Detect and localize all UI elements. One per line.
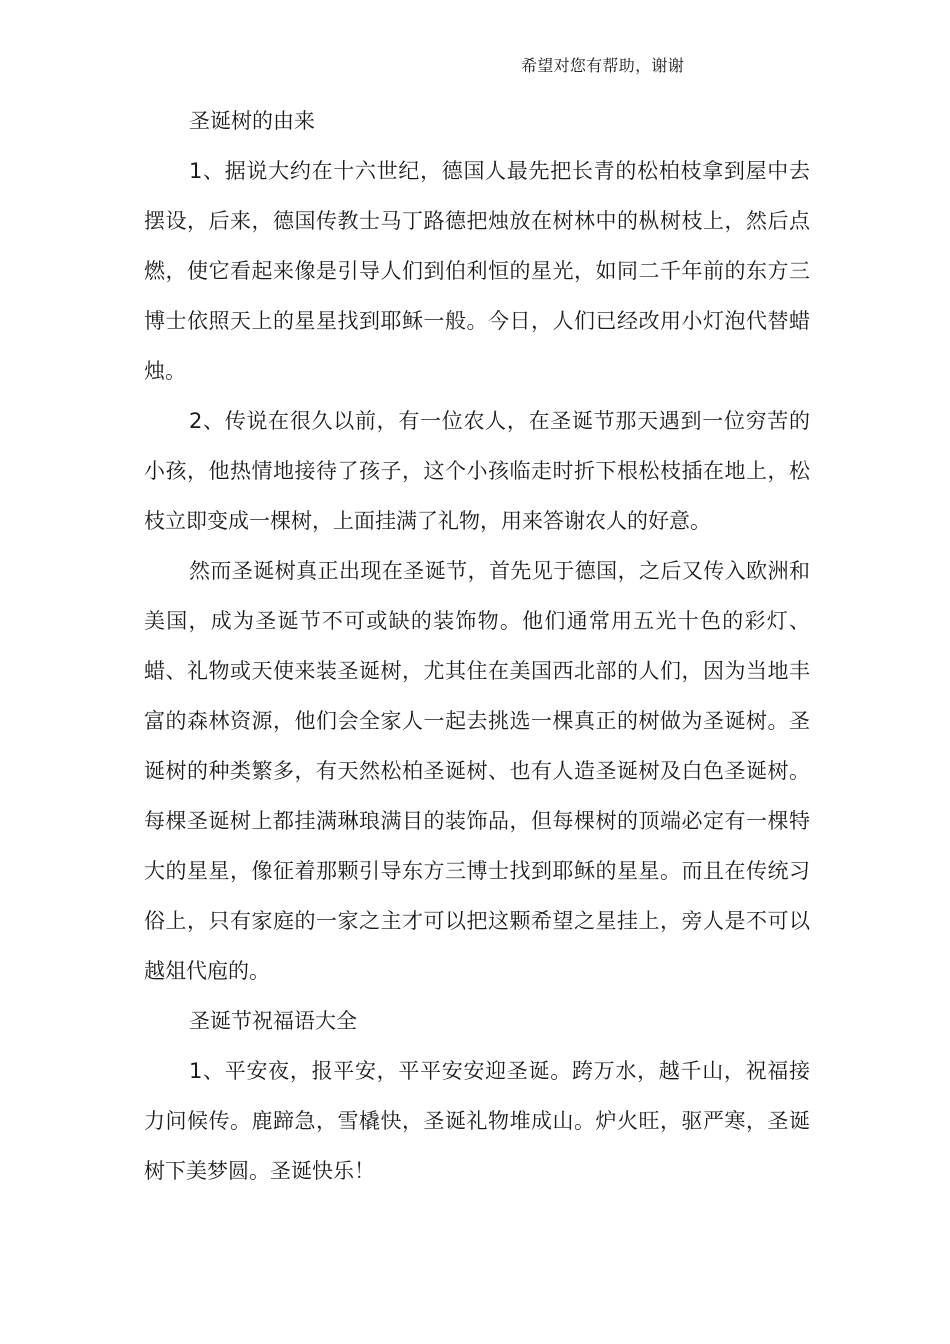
section-title-origin: 圣诞树的由来 [189, 109, 315, 133]
paragraph-origin-2: 2、传说在很久以前，有一位农人，在圣诞节那天遇到一位穷苦的小孩，他热情地接待了孩子，这个小孩临走时折下根松枝插在地上，松枝立即变成一棵树，上面挂满了礼物，用来答谢农人的好意。 [144, 409, 810, 533]
paragraph-greeting-1: 1、平安夜，报平安，平平安安迎圣诞。跨万水，越千山，祝福接力问候传。鹿蹄急，雪橇快，圣诞礼物堆成山。炉火旺，驱严寒，圣诞树下美梦圆。圣诞快乐！ [144, 1059, 810, 1183]
section-title-greetings: 圣诞节祝福语大全 [189, 1009, 357, 1033]
paragraph-origin-3: 然而圣诞树真正出现在圣诞节，首先见于德国，之后又传入欧洲和美国，成为圣诞节不可或缺的装饰物。他们通常用五光十色的彩灯、蜡、礼物或天使来装圣诞树，尤其住在美国西北部的人们，因为当地丰富的森林资源，他们会全家人一起去挑选一棵真正的树做为圣诞树。圣诞树的种类繁多，有天然松柏圣诞树、也有人造圣诞树及白色圣诞树。每棵圣诞树上都挂满琳琅满目的装饰品，但每棵树的顶端必定有一棵特大的星星，像征着那颗引导东方三博士找到耶稣的星星。而且在传统习俗上，只有家庭的一家之主才可以把这颗希望之星挂上，旁人是不可以越俎代庖的。 [144, 559, 810, 983]
document-body [144, 96, 810, 1196]
paragraph-origin-1: 1、据说大约在十六世纪，德国人最先把长青的松柏枝拿到屋中去摆设，后来，德国传教士马丁路德把烛放在树林中的枞树枝上，然后点燃，使它看起来像是引导人们到伯利恒的星光，如同二千年前的东方三博士依照天上的星星找到耶稣一般。今日，人们已经改用小灯泡代替蜡烛。 [144, 159, 810, 383]
header-note: 希望对您有帮助，谢谢 [521, 56, 685, 75]
